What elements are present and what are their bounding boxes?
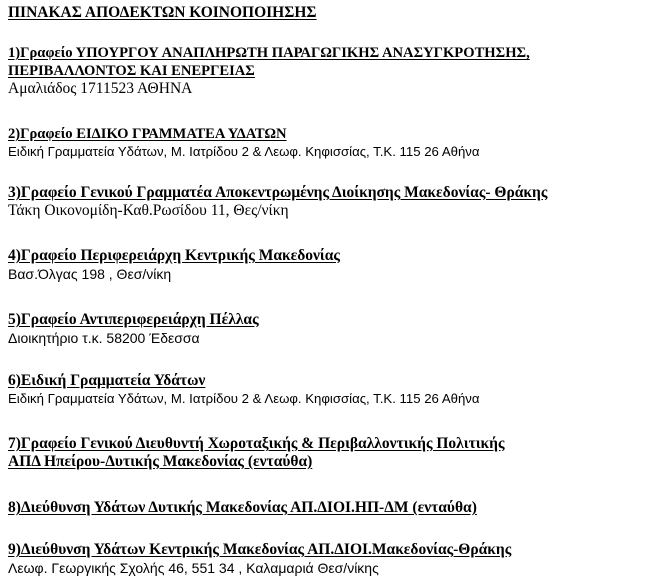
recipient-heading: 8)Διεύθυνση Υδάτων Δυτικής Μακεδονίας ΑΠ.ΔΙΟΙ.ΗΠ-ΔΜ (ενταύθα) [8,499,477,516]
recipient-address: Λεωφ. Γεωργικής Σχολής 46, 551 34 , Καλαμαριά Θεσ/νίκης [8,560,379,576]
document-title: ΠΙΝΑΚΑΣ ΑΠΟΔΕΚΤΩΝ ΚΟΙΝΟΠΟΙΗΣΗΣ [8,4,317,21]
recipient-address: Ειδική Γραμματεία Υδάτων, Μ. Ιατρίδου 2 & Λεωφ. Κηφισσίας, Τ.Κ. 115 26 Αθήνα [8,144,480,159]
recipient-entry-7 [8,435,664,471]
recipient-heading: 9)Διεύθυνση Υδάτων Κεντρικής Μακεδονίας ΑΠ.ΔΙΟΙ.Μακεδονίας-Θράκης [8,541,512,558]
recipient-heading: 1)Γραφείο ΥΠΟΥΡΓΟΥ ΑΝΑΠΛΗΡΩΤΗ ΠΑΡΑΓΩΓΙΚΗΣ ΑΝΑΣΥΓΚΡΟΤΗΣΗΣ, [8,45,530,61]
recipient-heading: 3)Γραφείο Γενικού Γραμματέα Αποκεντρωμένης Διοίκησης Μακεδονίας- Θράκης [8,184,548,201]
recipient-address: Τάκη Οικονομίδη-Καθ.Ρωσίδου 11, Θες/νίκη [8,202,289,219]
recipient-heading: 4)Γραφείο Περιφερειάρχη Κεντρικής Μακεδονίας [8,247,340,264]
recipient-address: Διοικητήριο τ.κ. 58200 Έδεσσα [8,330,200,346]
recipient-address: Βασ.Όλγας 198 , Θεσ/νίκη [8,266,172,282]
recipient-heading: 5)Γραφείο Αντιπεριφερειάρχη Πέλλας [8,311,259,328]
recipient-entry-1 [8,44,664,98]
recipient-address: Ειδική Γραμματεία Υδάτων, Μ. Ιατρίδου 2 & Λεωφ. Κηφισσίας, Τ.Κ. 115 26 Αθήνα [8,391,480,406]
recipient-entry-2 [8,125,664,161]
recipient-entry-3 [8,184,664,220]
recipient-entry-9 [8,541,664,577]
recipient-entry-6 [8,372,664,408]
recipient-heading: 7)Γραφείο Γενικού Διευθυντή Χωροταξικής & Περιβαλλοντικής Πολιτικής [8,435,505,452]
recipient-heading: 6)Ειδική Γραμματεία Υδάτων [8,372,206,389]
recipient-entry-5 [8,311,664,347]
recipient-entry-8 [8,499,664,517]
recipient-heading-continued: ΠΕΡΙΒΑΛΛΟΝΤΟΣ ΚΑΙ ΕΝΕΡΓΕΙΑΣ [8,63,255,79]
recipient-entry-4 [8,247,664,283]
recipient-heading-continued: ΑΠΔ Ηπείρου-Δυτικής Μακεδονίας (ενταύθα) [8,453,313,470]
recipient-address: Αμαλιάδος 1711523 ΑΘΗΝΑ [8,80,193,97]
recipient-heading: 2)Γραφείο ΕΙΔΙΚΟ ΓΡΑΜΜΑΤΕΑ ΥΔΑΤΩΝ [8,126,287,142]
